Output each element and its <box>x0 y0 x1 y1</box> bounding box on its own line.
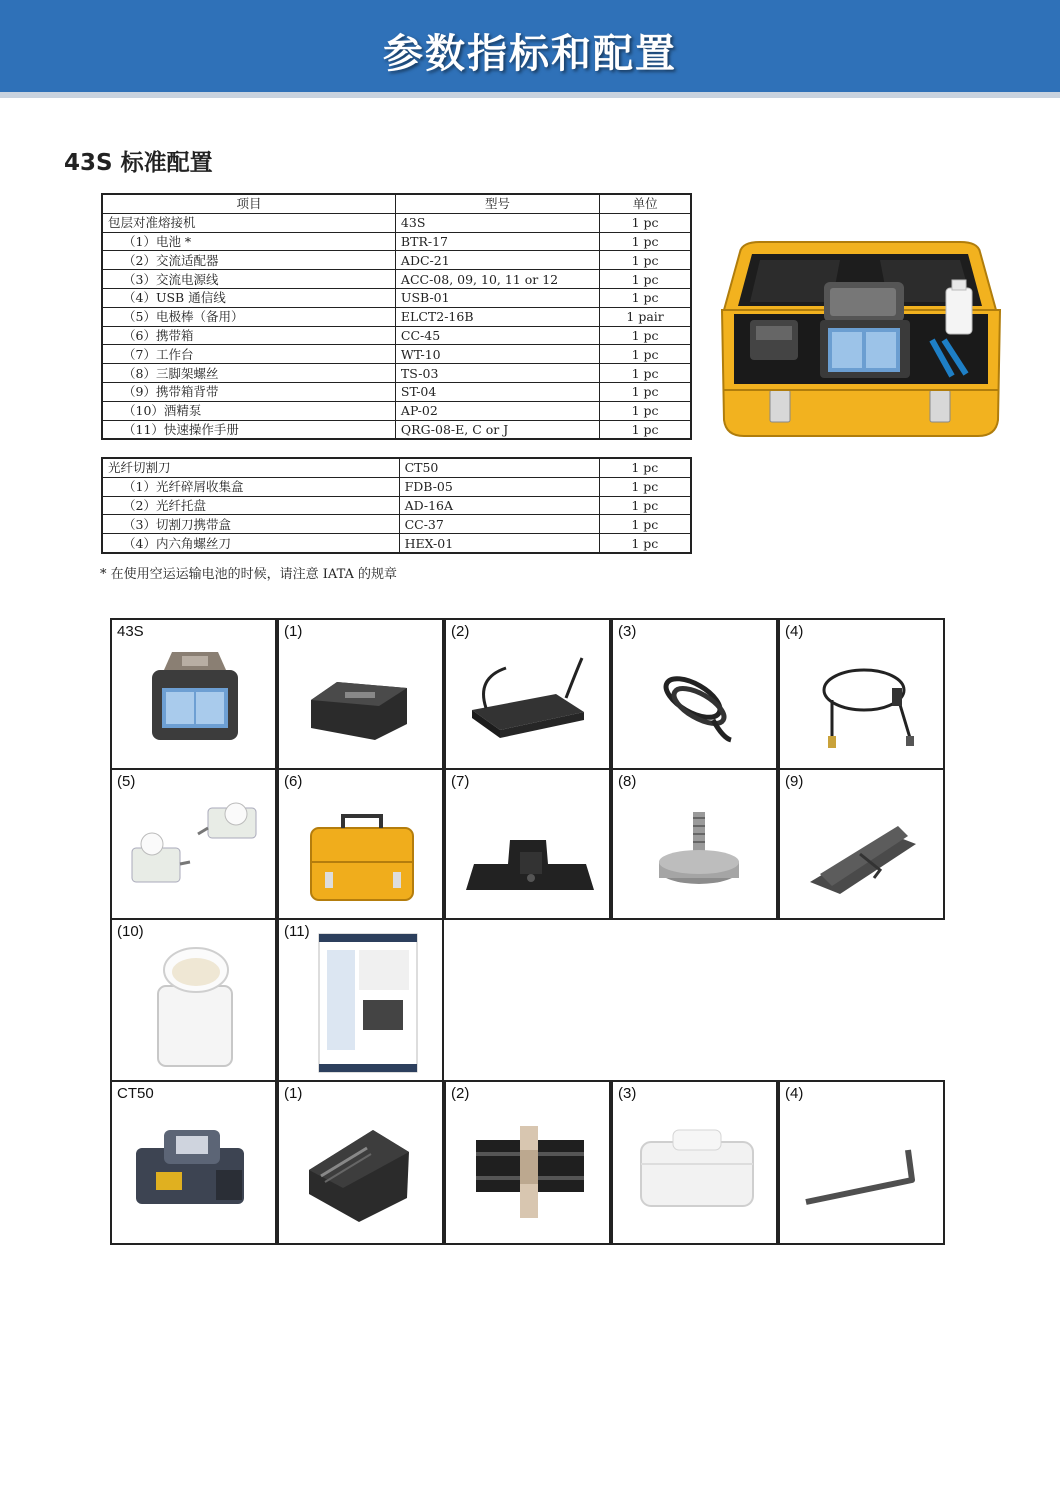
quick-guide-icon <box>279 920 446 1084</box>
cell-label: (7) <box>451 773 470 790</box>
cell-unit: 1 pc <box>600 401 691 420</box>
table-row <box>102 496 691 515</box>
cell-unit: 1 pc <box>599 477 691 496</box>
table-row <box>102 326 691 345</box>
cell-unit: 1 pc <box>599 496 691 515</box>
alcohol-pump-icon <box>112 920 279 1084</box>
ac-adapter-icon <box>446 620 613 772</box>
accessory-cell <box>444 768 611 920</box>
header-item: 项目 <box>102 194 395 213</box>
table-row <box>102 345 691 364</box>
fiber-holder-icon <box>446 1082 613 1247</box>
page-title: 参数指标和配置 <box>383 31 677 77</box>
cell-model: ST-04 <box>395 382 599 401</box>
table-row <box>102 213 691 232</box>
cell-unit: 1 pc <box>599 515 691 534</box>
table-row <box>102 401 691 420</box>
cell-model: AP-02 <box>395 401 599 420</box>
cell-label: (3) <box>618 1085 637 1102</box>
cell-item: （1）光纤碎屑收集盒 <box>102 477 399 496</box>
cell-unit: 1 pc <box>600 326 691 345</box>
accessory-cell <box>778 618 945 770</box>
cell-item: （4）内六角螺丝刀 <box>102 534 399 553</box>
cleaver-config-table <box>101 457 692 554</box>
work-table-icon <box>446 770 613 922</box>
cell-model: BTR-17 <box>395 232 599 251</box>
cell-model: TS-03 <box>395 364 599 383</box>
carrying-case-photo <box>720 240 1002 440</box>
table-header-row <box>102 194 691 213</box>
cell-unit: 1 pc <box>600 288 691 307</box>
header-unit: 单位 <box>600 194 691 213</box>
accessory-cell <box>277 618 444 770</box>
debris-box-icon <box>279 1082 446 1247</box>
cell-label: (10) <box>117 923 144 940</box>
cleaver-icon <box>112 1082 279 1247</box>
cell-item: 包层对准熔接机 <box>102 213 395 232</box>
cell-label: (4) <box>785 1085 804 1102</box>
accessory-cell <box>611 768 778 920</box>
battery-icon <box>279 620 446 772</box>
cell-label: (4) <box>785 623 804 640</box>
accessory-cell <box>110 918 277 1082</box>
cell-item: （2）交流适配器 <box>102 251 395 270</box>
table-row <box>102 270 691 289</box>
table-row <box>102 307 691 326</box>
hex-wrench-icon <box>780 1082 947 1247</box>
accessory-cell <box>444 618 611 770</box>
accessory-cell <box>778 1080 945 1245</box>
cell-unit: 1 pc <box>600 345 691 364</box>
cell-item: （3）交流电源线 <box>102 270 395 289</box>
table-row <box>102 364 691 383</box>
cell-unit: 1 pc <box>600 364 691 383</box>
cell-unit: 1 pc <box>599 458 691 477</box>
cell-label: (11) <box>284 923 310 940</box>
standard-config-table <box>101 193 692 440</box>
cell-label: (2) <box>451 1085 470 1102</box>
cell-item: （2）光纤托盘 <box>102 496 399 515</box>
table-row <box>102 515 691 534</box>
cell-item: （8）三脚架螺丝 <box>102 364 395 383</box>
cell-label: (3) <box>618 623 637 640</box>
cell-model: ACC-08, 09, 10, 11 or 12 <box>395 270 599 289</box>
cell-model: ELCT2-16B <box>395 307 599 326</box>
cell-unit: 1 pc <box>600 270 691 289</box>
header-model: 型号 <box>395 194 599 213</box>
accessory-cell <box>110 618 277 770</box>
cell-model: QRG-08-E, C or J <box>395 420 599 439</box>
accessory-grid <box>110 618 945 1245</box>
cell-label: 43S <box>117 623 144 640</box>
cell-label: (8) <box>618 773 637 790</box>
cleaver-case-icon <box>613 1082 780 1247</box>
cell-model: AD-16A <box>399 496 599 515</box>
cell-label: (5) <box>117 773 136 790</box>
cell-model: CT50 <box>399 458 599 477</box>
table-row <box>102 458 691 477</box>
table-row <box>102 477 691 496</box>
cell-item: （3）切割刀携带盒 <box>102 515 399 534</box>
cell-model: CC-45 <box>395 326 599 345</box>
cell-item: （5）电极棒（备用） <box>102 307 395 326</box>
accessory-cell <box>110 1080 277 1245</box>
tripod-screw-icon <box>613 770 780 922</box>
accessory-cell <box>277 1080 444 1245</box>
cell-item: （10）酒精泵 <box>102 401 395 420</box>
cell-item: （11）快速操作手册 <box>102 420 395 439</box>
cell-model: WT-10 <box>395 345 599 364</box>
cell-model: 43S <box>395 213 599 232</box>
cell-unit: 1 pc <box>600 251 691 270</box>
cell-label: (6) <box>284 773 303 790</box>
cell-label: (1) <box>284 623 303 640</box>
table-row <box>102 534 691 553</box>
page-header <box>0 0 1060 98</box>
carrying-case-icon <box>279 770 446 922</box>
section-title: 43S 标准配置 <box>64 150 213 176</box>
cell-unit: 1 pc <box>600 420 691 439</box>
accessory-cell <box>611 1080 778 1245</box>
table-row <box>102 251 691 270</box>
cell-model: ADC-21 <box>395 251 599 270</box>
table-row <box>102 232 691 251</box>
cell-label: (9) <box>785 773 804 790</box>
cell-item: （9）携带箱背带 <box>102 382 395 401</box>
cell-label: (1) <box>284 1085 303 1102</box>
cell-model: FDB-05 <box>399 477 599 496</box>
table-row <box>102 382 691 401</box>
shoulder-strap-icon <box>780 770 947 922</box>
cell-item: （6）携带箱 <box>102 326 395 345</box>
cell-unit: 1 pair <box>600 307 691 326</box>
cell-item: （7）工作台 <box>102 345 395 364</box>
cell-model: HEX-01 <box>399 534 599 553</box>
cell-label: CT50 <box>117 1085 154 1102</box>
table-row <box>102 420 691 439</box>
cell-unit: 1 pc <box>600 213 691 232</box>
cell-unit: 1 pc <box>600 382 691 401</box>
power-cord-icon <box>613 620 780 772</box>
cell-item: 光纤切割刀 <box>102 458 399 477</box>
table-row <box>102 288 691 307</box>
accessory-cell <box>611 618 778 770</box>
accessory-cell <box>277 918 444 1082</box>
usb-cable-icon <box>780 620 947 772</box>
accessory-cell <box>277 768 444 920</box>
cell-label: (2) <box>451 623 470 640</box>
cell-unit: 1 pc <box>599 534 691 553</box>
electrode-icon <box>112 770 279 922</box>
cell-unit: 1 pc <box>600 232 691 251</box>
cell-model: USB-01 <box>395 288 599 307</box>
cell-item: （4）USB 通信线 <box>102 288 395 307</box>
splicer-icon <box>112 620 279 772</box>
battery-note: * 在使用空运运输电池的时候，请注意 IATA 的规章 <box>100 567 398 582</box>
accessory-cell <box>444 1080 611 1245</box>
cell-model: CC-37 <box>399 515 599 534</box>
accessory-cell <box>110 768 277 920</box>
cell-item: （1）电池 * <box>102 232 395 251</box>
accessory-cell <box>778 768 945 920</box>
